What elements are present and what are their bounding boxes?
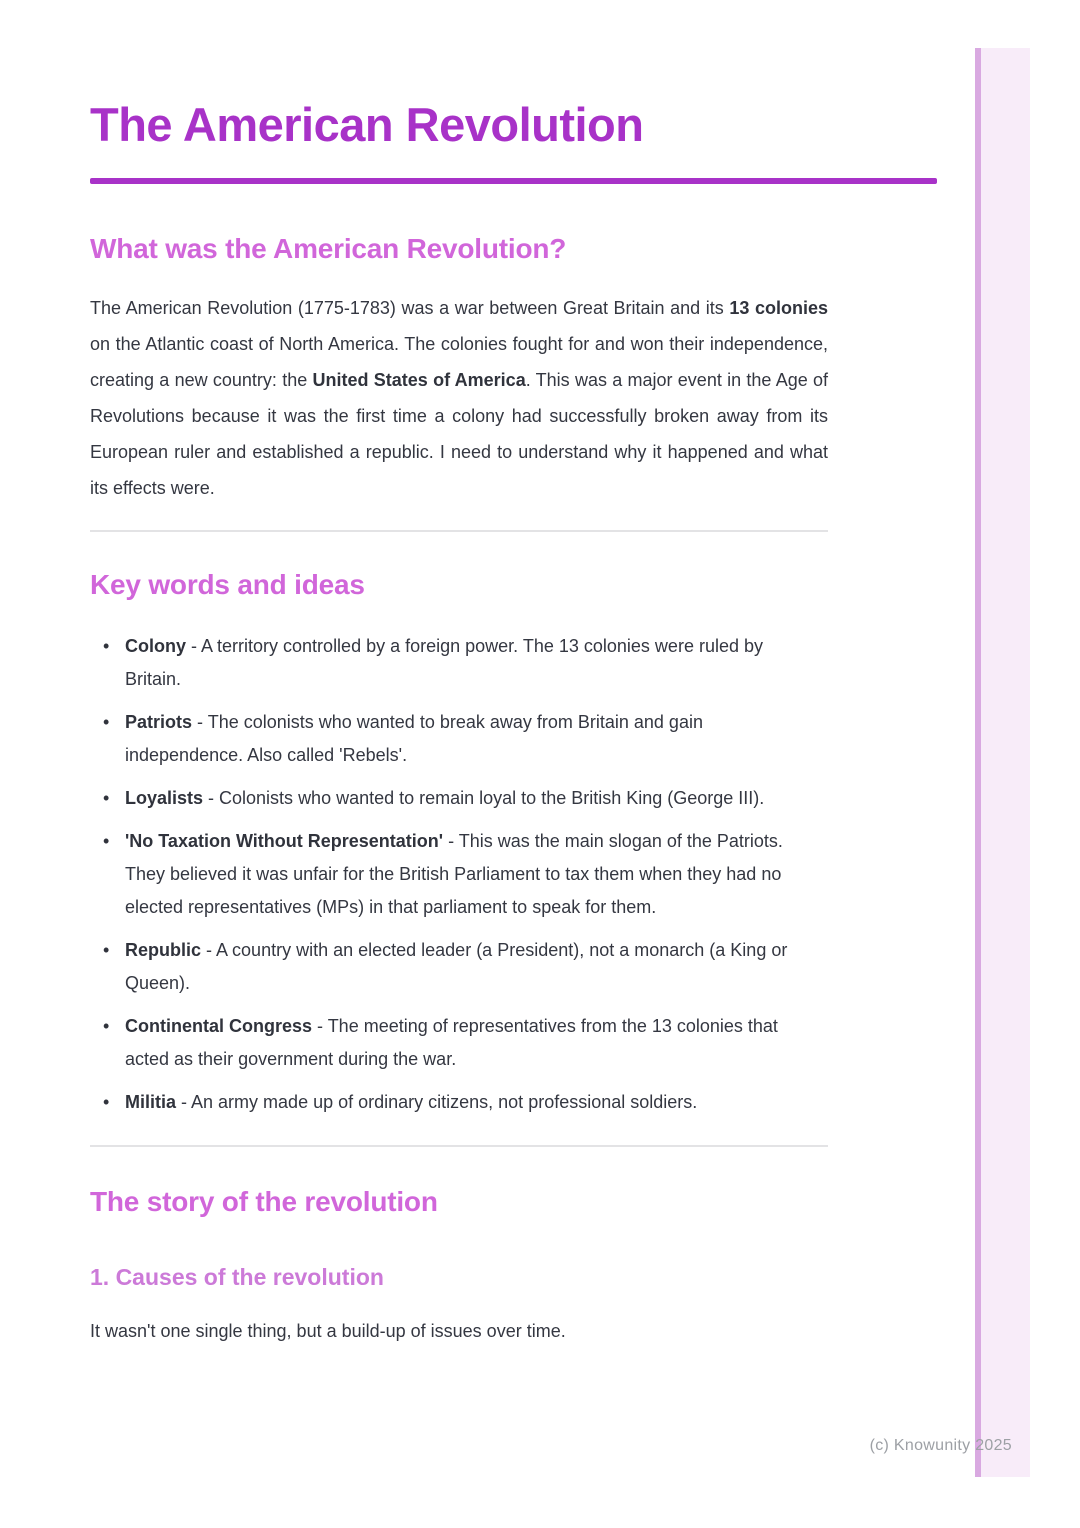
keyword-list-item: [90, 934, 810, 1000]
title-underline-rule: [90, 178, 937, 184]
watermark: (c) Knowunity 2025: [869, 1437, 1012, 1454]
keyword-list-item: [90, 706, 810, 772]
section-intro: [90, 232, 937, 506]
keyword-list-item: [90, 630, 810, 696]
keyword-definition: This was the main slogan of the Patriots. They believed it was unfair for the British Parliament to tax them when they had no elected representatives (MPs) in that parliament to speak for them.: [125, 831, 783, 917]
keyword-term: Patriots: [125, 712, 193, 732]
keyword-separator: -: [176, 1092, 192, 1112]
keyword-term: Loyalists: [125, 788, 204, 808]
keyword-term: Continental Congress: [125, 1016, 313, 1036]
keyword-separator: -: [312, 1016, 328, 1036]
keyword-definition: Colonists who wanted to remain loyal to the British King (George III).: [219, 788, 765, 808]
story-paragraph: It wasn't one single thing, but a build-up of issues over time.: [90, 1321, 566, 1341]
keyword-definition: A territory controlled by a foreign power. The 13 colonies were ruled by Britain.: [125, 636, 763, 689]
section-divider: [90, 1145, 828, 1147]
keyword-list-item: [90, 1010, 810, 1076]
keyword-separator: -: [443, 831, 459, 851]
keyword-term: Militia: [125, 1092, 177, 1112]
section-divider: [90, 530, 828, 532]
keyword-definition: A country with an elected leader (a President), not a monarch (a King or Queen).: [125, 940, 788, 993]
keyword-separator: -: [186, 636, 202, 656]
keyword-definition: An army made up of ordinary citizens, not professional soldiers.: [191, 1092, 698, 1112]
section-story: [90, 1185, 937, 1345]
keywords-heading: Key words and ideas: [90, 569, 365, 600]
keyword-separator: -: [203, 788, 220, 808]
keyword-term: 'No Taxation Without Representation': [125, 831, 444, 851]
document-page: [90, 0, 937, 1345]
keyword-term: Colony: [125, 636, 186, 656]
story-heading: The story of the revolution: [90, 1186, 438, 1217]
section-keywords: [90, 568, 937, 1119]
keyword-list-item: [90, 782, 810, 815]
page-title: The American Revolution: [90, 98, 644, 151]
accent-bar: [975, 48, 1030, 1477]
keyword-term: Republic: [125, 940, 202, 960]
intro-heading: What was the American Revolution?: [90, 233, 567, 264]
keyword-list-item: [90, 1086, 810, 1119]
keyword-list: [90, 630, 810, 1119]
keyword-list-item: [90, 825, 810, 924]
keyword-separator: -: [201, 940, 217, 960]
keyword-separator: -: [192, 712, 208, 732]
intro-paragraph: The American Revolution (1775-1783) was a war between Great Britain and its 13 colonies on the Atlantic coast of North America. The colonies fought for and won their independence, creating a new country: the United States of America. This was a major event in the Age of Revolutions because it was the first time a colony had successfully broken away from its European ruler and established a republic. I need to understand why it happened and what its effects were.: [90, 298, 829, 498]
keyword-definition: The colonists who wanted to break away from Britain and gain independence. Also called 'Rebels'.: [125, 712, 703, 765]
keyword-definition: The meeting of representatives from the 13 colonies that acted as their government during the war.: [125, 1016, 778, 1069]
story-subheading: 1. Causes of the revolution: [90, 1264, 384, 1290]
